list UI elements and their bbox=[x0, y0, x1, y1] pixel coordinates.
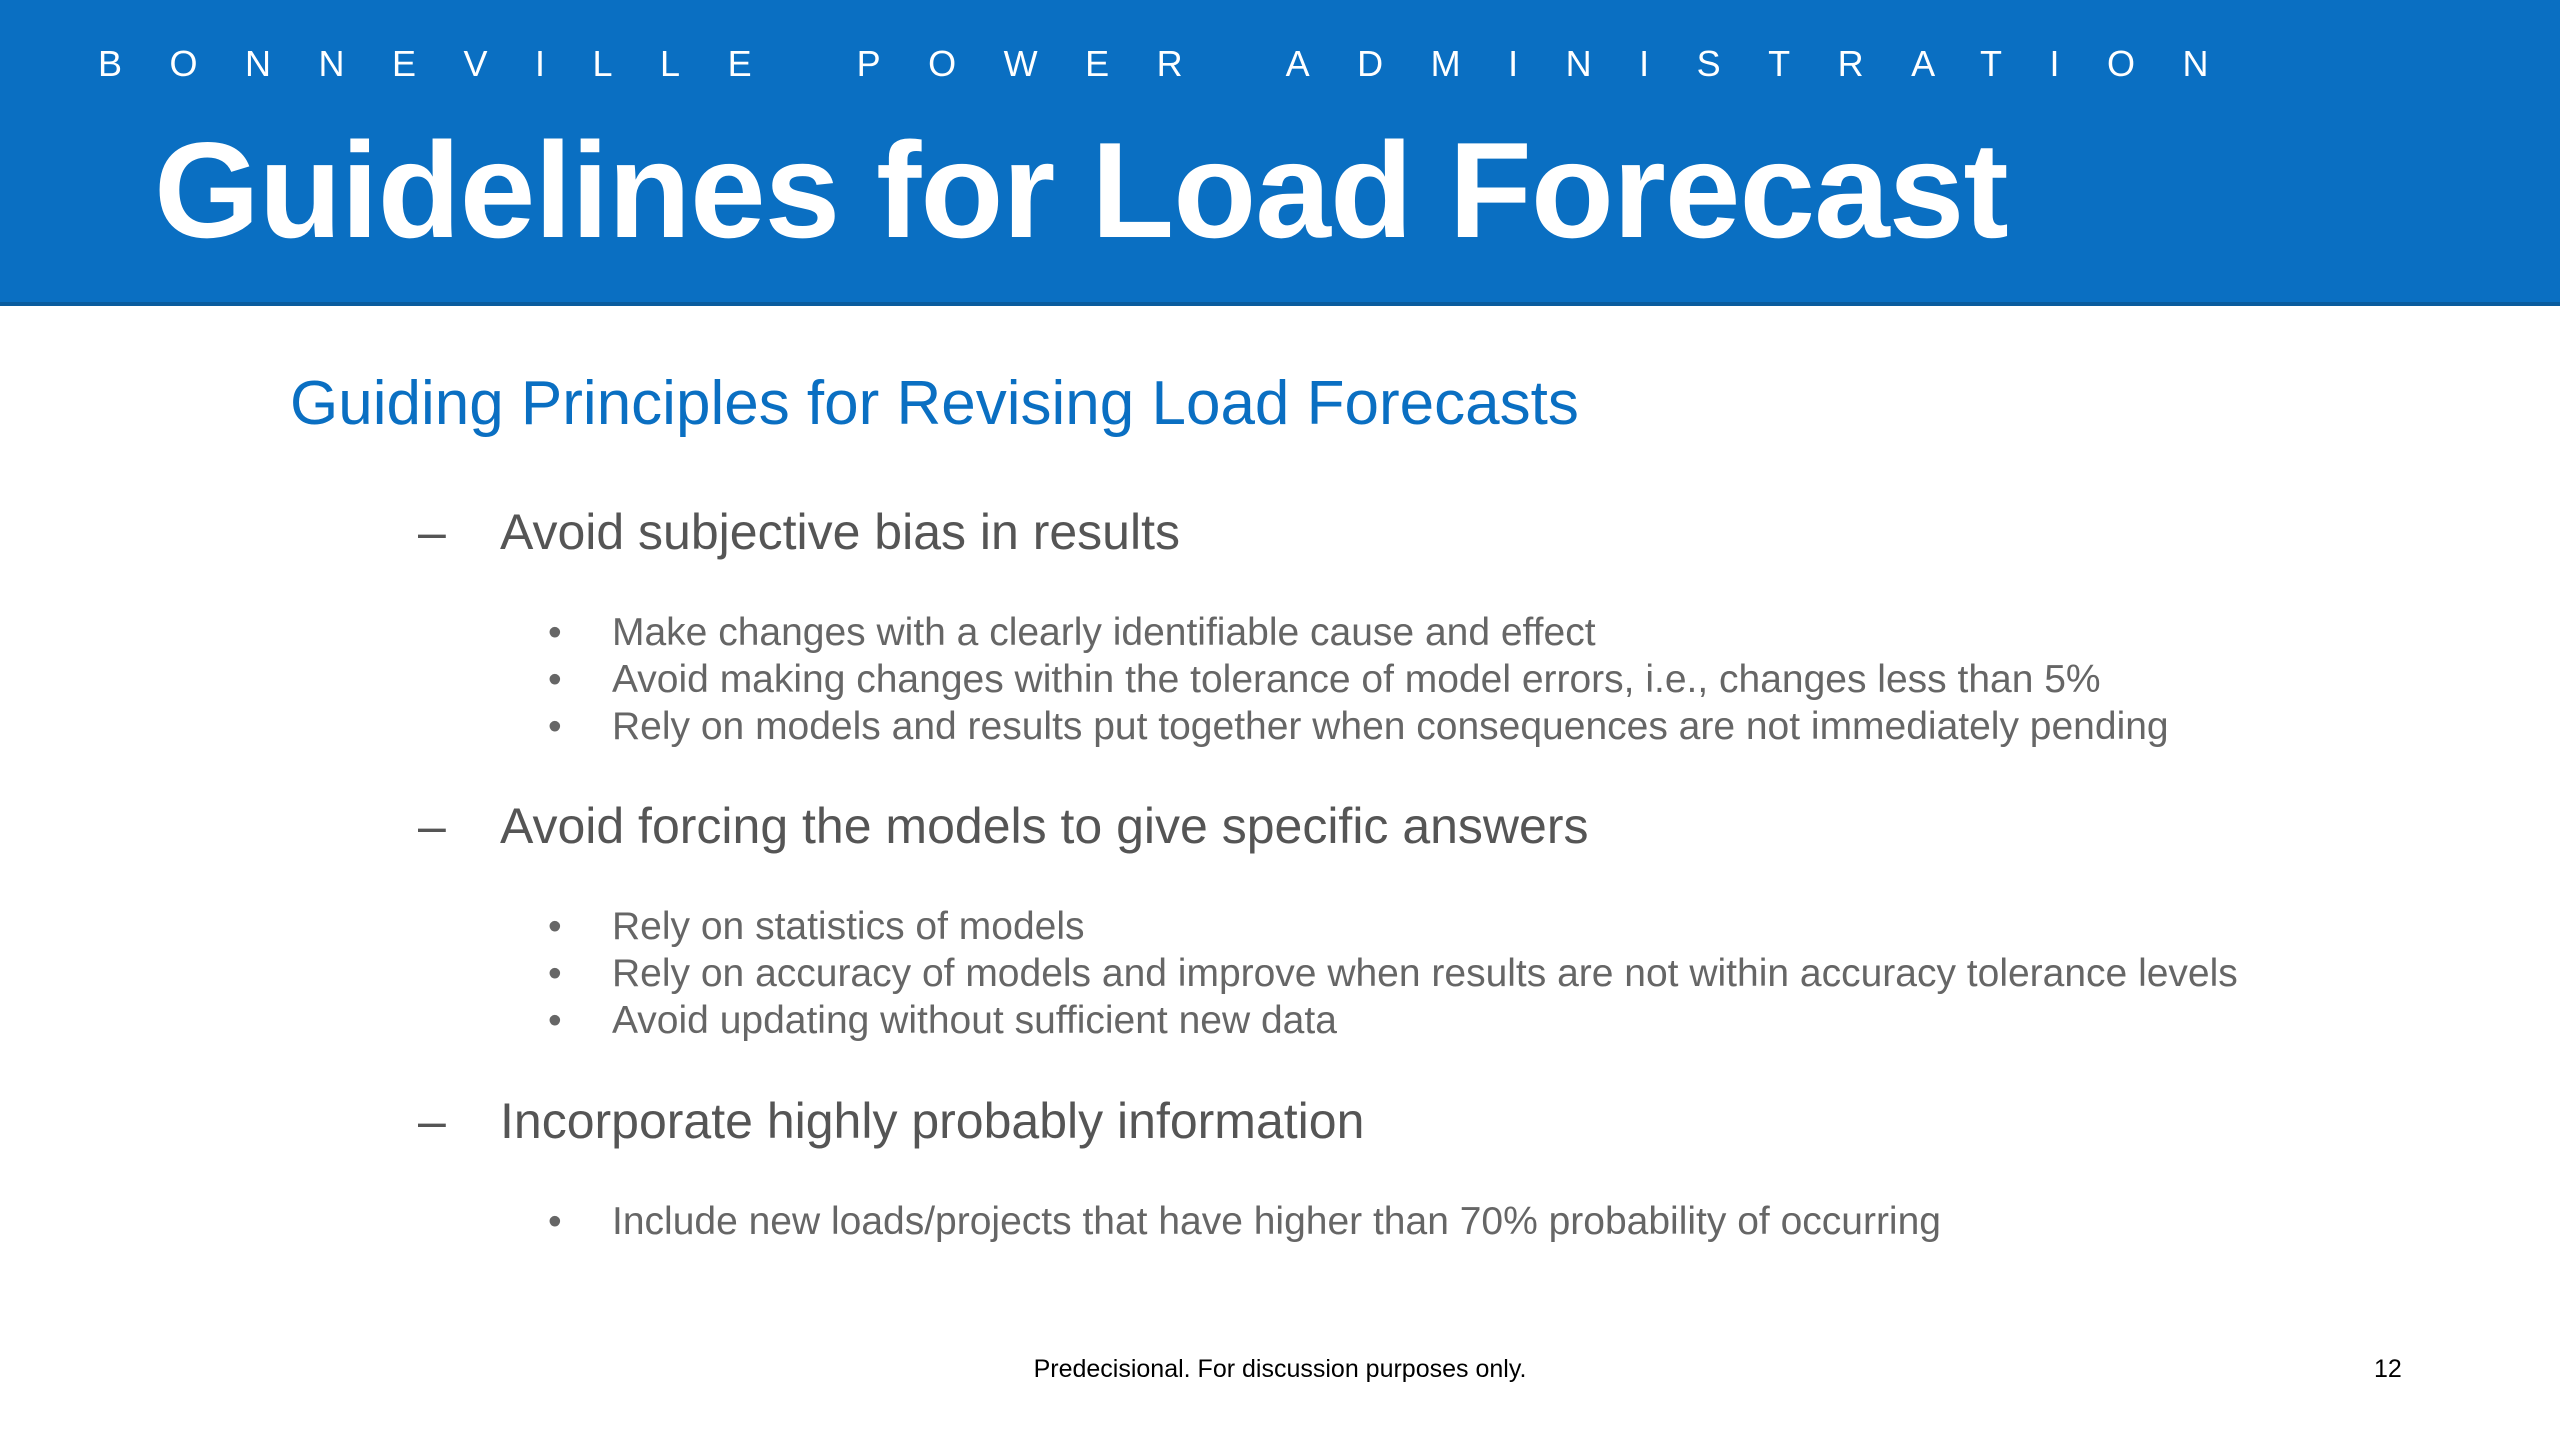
footer-disclaimer: Predecisional. For discussion purposes only. bbox=[1033, 1355, 1527, 1383]
dash-marker: – bbox=[418, 504, 446, 560]
dash-marker: – bbox=[418, 798, 446, 854]
bullet-marker: • bbox=[548, 658, 562, 701]
bullet-text: Rely on models and results put together when consequences are not immediately pending bbox=[612, 705, 2169, 748]
bullet-text: Include new loads/projects that have higher than 70% probability of occurring bbox=[612, 1200, 1941, 1243]
slide-header bbox=[0, 0, 2560, 306]
principle-title: Avoid subjective bias in results bbox=[500, 504, 1180, 560]
bullet-text: Avoid making changes within the tolerance of model errors, i.e., changes less than 5% bbox=[612, 658, 2101, 701]
bullet-text: Avoid updating without sufficient new data bbox=[612, 999, 1337, 1042]
section-heading: Guiding Principles for Revising Load Forecasts bbox=[290, 369, 1579, 438]
bullet-marker: • bbox=[548, 905, 562, 948]
principle-title: Incorporate highly probably information bbox=[500, 1093, 1365, 1149]
bullet-marker: • bbox=[548, 705, 562, 748]
organization-name: BONNEVILLE POWER ADMINISTRATION bbox=[98, 43, 2256, 84]
bullet-text: Rely on accuracy of models and improve when results are not within accuracy tolerance levels bbox=[612, 952, 2238, 995]
dash-marker: – bbox=[418, 1093, 446, 1149]
page-number: 12 bbox=[2374, 1355, 2402, 1383]
bullet-marker: • bbox=[548, 611, 562, 654]
principle-title: Avoid forcing the models to give specific answers bbox=[500, 798, 1589, 854]
bullet-marker: • bbox=[548, 999, 562, 1042]
bullet-text: Rely on statistics of models bbox=[612, 905, 1085, 948]
bullet-marker: • bbox=[548, 952, 562, 995]
slide-title: Guidelines for Load Forecast bbox=[154, 114, 2008, 266]
bullet-text: Make changes with a clearly identifiable cause and effect bbox=[612, 611, 1596, 654]
bullet-marker: • bbox=[548, 1200, 562, 1243]
